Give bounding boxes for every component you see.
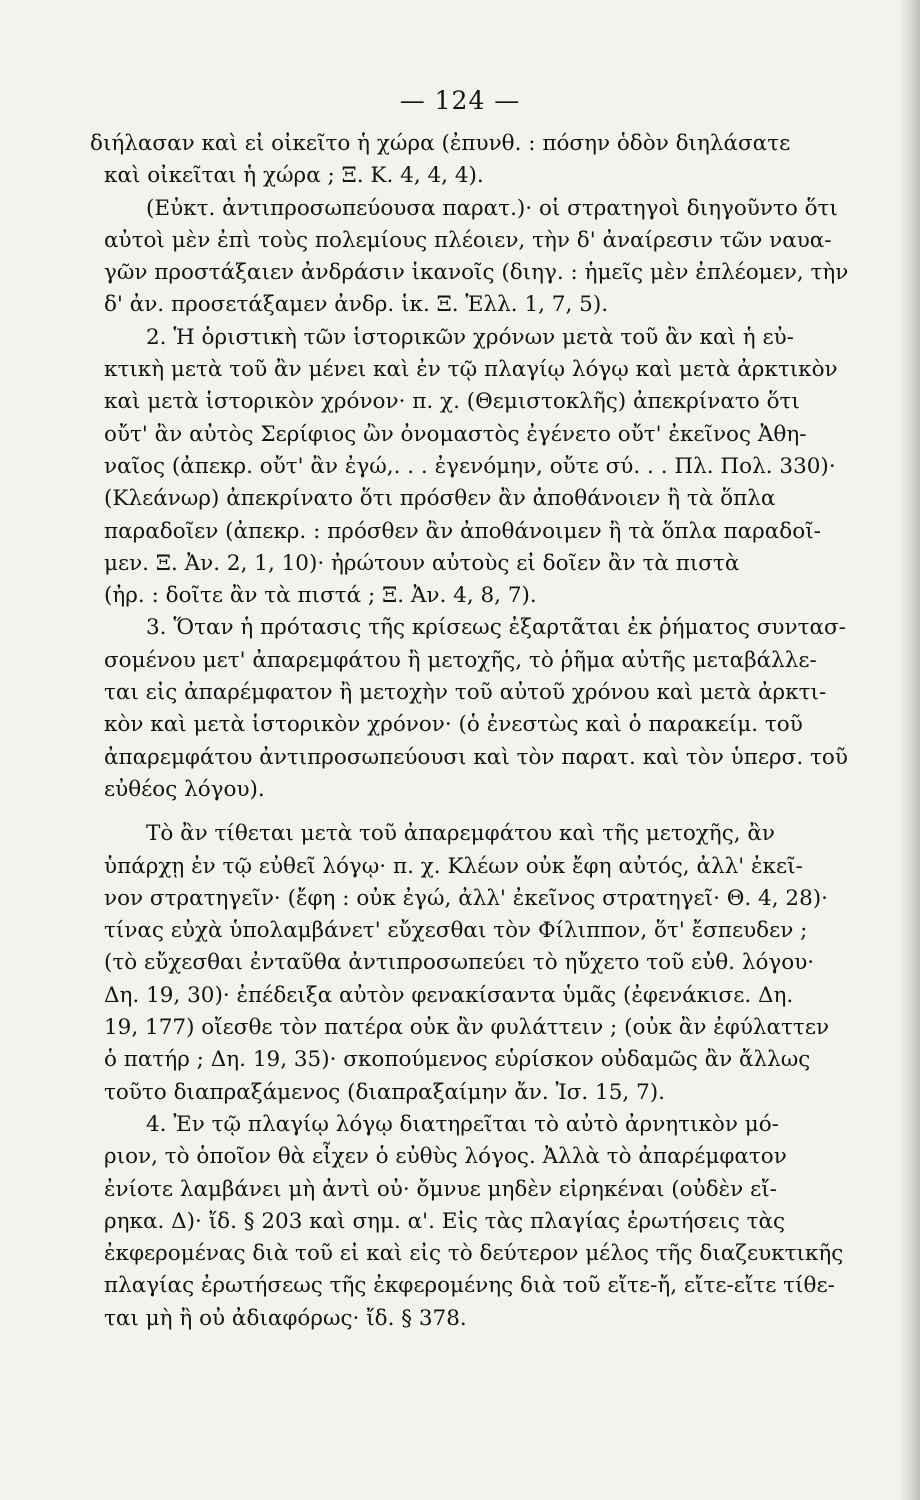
text-line: Τὸ ἂν τίθεται μετὰ τοῦ ἀπαρεμφάτου καὶ τῆς μετοχῆς, ἂν xyxy=(146,821,775,847)
text-line: ναῖος (ἀπεκρ. οὔτ' ἂν ἐγώ,. . . ἐγενόμην, οὔτε σύ. . . Πλ. Πολ. 330)· xyxy=(104,453,836,479)
text-line: ἐνίοτε λαμβάνει μὴ ἀντὶ οὐ· ὄμνυε μηδὲν εἰρηκέναι (οὐδὲν εἴ- xyxy=(104,1176,777,1202)
text-line: ται μὴ ἢ οὐ ἀδιαφόρως· ἴδ. § 378. xyxy=(104,1305,467,1331)
page-edge-shadow xyxy=(898,0,920,1500)
paragraph-gap xyxy=(104,806,880,818)
text-line: εὐθέος λόγου). xyxy=(104,776,265,802)
text-line: (τὸ εὔχεσθαι ἐνταῦθα ἀντιπροσωπεύει τὸ ηὔχετο τοῦ εὐθ. λόγου· xyxy=(104,950,815,976)
page-number: — 124 — xyxy=(399,86,521,115)
text-line: καὶ μετὰ ἱστορικὸν χρόνον· π. χ. (Θεμιστοκλῆς) ἀπεκρίνατο ὅτι xyxy=(104,389,800,415)
text-line: ἐκφερομένας διὰ τοῦ εἰ καὶ εἰς τὸ δεύτερον μέλος τῆς διαζευκτικῆς xyxy=(104,1241,844,1267)
text-line: πλαγίας ἐρωτήσεως τῆς ἐκφερομένης διὰ τοῦ εἴτε-ἤ, εἴτε-εἴτε τίθε- xyxy=(104,1273,835,1299)
text-line: τοῦτο διαπραξάμενος (διαπραξαίμην ἄν. Ἰσ. 15, 7). xyxy=(104,1079,665,1105)
body-text xyxy=(90,128,880,1335)
text-line: καὶ οἰκεῖται ἡ χώρα ; Ξ. Κ. 4, 4, 4). xyxy=(104,163,484,189)
text-line: ριον, τὸ ὁποῖον θὰ εἶχεν ὁ εὐθὺς λόγος. Ἀλλὰ τὸ ἀπαρέμφατον xyxy=(104,1144,787,1170)
text-line: ὁ πατήρ ; Δη. 19, 35)· σκοπούμενος εὑρίσκον οὐδαμῶς ἂν ἄλλως xyxy=(104,1047,811,1073)
text-line: τίνας εὐχὰ ὑπολαμβάνετ' εὔχεσθαι τὸν Φίλιππον, ὅτ' ἔσπευδεν ; xyxy=(104,918,808,944)
text-line: (Κλεάνωρ) ἀπεκρίνατο ὅτι πρόσθεν ἂν ἀποθάνοιεν ἢ τὰ ὅπλα xyxy=(104,486,776,512)
text-line: σομένου μετ' ἀπαρεμφάτου ἢ μετοχῆς, τὸ ῥῆμα αὐτῆς μεταβάλλε- xyxy=(104,647,817,673)
text-line: κὸν καὶ μετὰ ἱστορικὸν χρόνον· (ὁ ἐνεστὼς καὶ ὁ παρακείμ. τοῦ xyxy=(104,712,803,738)
text-line: αὐτοὶ μὲν ἐπὶ τοὺς πολεμίους πλέοιεν, τὴν δ' ἀναίρεσιν τῶν ναυα- xyxy=(104,227,832,253)
text-line: παραδοῖεν (ἀπεκρ. : πρόσθεν ἂν ἀποθάνοιμεν ἢ τὰ ὅπλα παραδοῖ- xyxy=(104,518,821,544)
text-line: 4. Ἐν τῷ πλαγίῳ λόγῳ διατηρεῖται τὸ αὐτὸ ἀρνητικὸν μό- xyxy=(146,1111,779,1137)
text-line: οὔτ' ἂν αὐτὸς Σερίφιος ὢν ὀνομαστὸς ἐγένετο οὔτ' ἐκεῖνος Ἀθη- xyxy=(104,421,807,447)
text-line: νον στρατηγεῖν· (ἔφη : οὐκ ἐγώ, ἀλλ' ἐκεῖνος στρατηγεῖ· Θ. 4, 28)· xyxy=(104,885,828,911)
text-line: (ἠρ. : δοῖτε ἂν τὰ πιστά ; Ξ. Ἀν. 4, 8, 7). xyxy=(104,583,537,609)
text-line: ρηκα. Δ)· ἴδ. § 203 καὶ σημ. α'. Εἰς τὰς πλαγίας ἐρωτήσεις τὰς xyxy=(104,1208,786,1234)
text-line: δ' ἀν. προσετάξαμεν ἀνδρ. ἱκ. Ξ. Ἑλλ. 1, 7, 5). xyxy=(104,292,609,318)
text-line: 19, 177) οἴεσθε τὸν πατέρα οὐκ ἂν φυλάττειν ; (οὐκ ἂν ἐφύλαττεν xyxy=(104,1015,830,1041)
text-line: κτικὴ μετὰ τοῦ ἂν μένει καὶ ἐν τῷ πλαγίῳ λόγῳ καὶ μετὰ ἀρκτικὸν xyxy=(104,357,838,383)
text-line: ἀπαρεμφάτου ἀντιπροσωπεύουσι καὶ τὸν παρατ. καὶ τὸν ὑπερσ. τοῦ xyxy=(104,744,848,770)
text-line: ὑπάρχῃ ἐν τῷ εὐθεῖ λόγῳ· π. χ. Κλέων οὐκ ἔφη αὐτός, ἀλλ' ἐκεῖ- xyxy=(104,853,803,879)
text-line: διήλασαν καὶ εἰ οἰκεῖτο ἡ χώρα (ἐπυνθ. : πόσην ὁδὸν διηλάσατε xyxy=(90,131,791,156)
text-line: Δη. 19, 30)· ἐπέδειξα αὐτὸν φενακίσαντα ὑμᾶς (ἐφενάκισε. Δη. xyxy=(104,982,794,1008)
text-line: ται εἰς ἀπαρέμφατον ἢ μετοχὴν τοῦ αὐτοῦ χρόνου καὶ μετὰ ἀρκτι- xyxy=(104,680,827,706)
text-line: 3. Ὅταν ἡ πρότασις τῆς κρίσεως ἐξαρτᾶται ἐκ ῥήματος συντασ- xyxy=(146,615,846,641)
text-line: (Εὐκτ. ἀντιπροσωπεύουσα παρατ.)· οἱ στρατηγοὶ διηγοῦντο ὅτι xyxy=(146,195,838,221)
text-line: 2. Ἡ ὁριστικὴ τῶν ἱστορικῶν χρόνων μετὰ τοῦ ἂν καὶ ἡ εὐ- xyxy=(146,324,794,350)
text-line: μεν. Ξ. Ἀν. 2, 1, 10)· ἠρώτουν αὐτοὺς εἰ δοῖεν ἂν τὰ πιστὰ xyxy=(104,550,740,576)
text-line: γῶν προστάξαιεν ἀνδράσιν ἱκανοῖς (διηγ. : ἡμεῖς μὲν ἐπλέομεν, τὴν xyxy=(104,260,849,286)
